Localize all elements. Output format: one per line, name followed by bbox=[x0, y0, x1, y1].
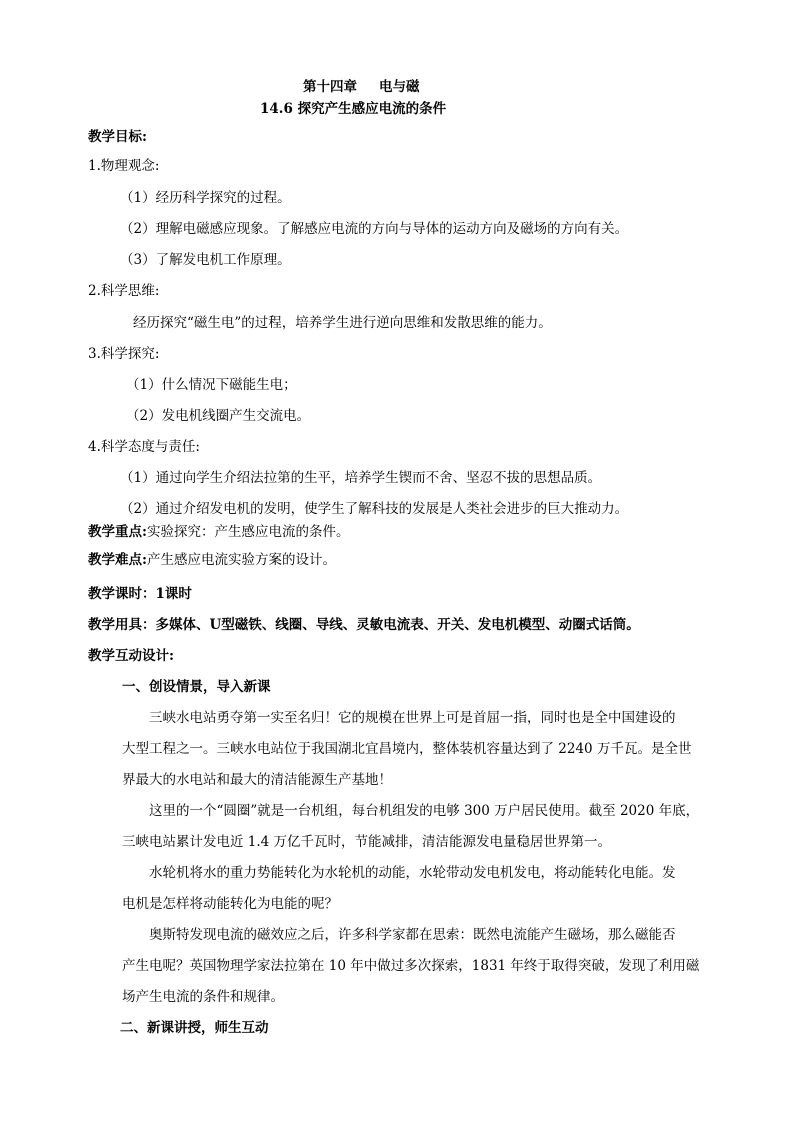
goal-2-title: 2.科学思维: bbox=[88, 283, 160, 299]
key-point bbox=[88, 522, 349, 542]
goal-2-item: 经历探究“磁生电”的过程，培养学生进行逆向思维和发散思维的能力。 bbox=[133, 315, 552, 331]
goal-3-title: 3.科学探究: bbox=[88, 346, 160, 362]
chapter-title bbox=[303, 77, 420, 97]
goal-4-title: 4.科学态度与责任: bbox=[88, 439, 200, 455]
paragraph-line: 界最大的水电站和最大的清洁能源生产基地！ bbox=[122, 772, 392, 788]
chapter-topic: 电与磁 bbox=[379, 79, 420, 95]
goal-4-item: （1）通过向学生介绍法拉第的生平，培养学生锲而不舍、坚忍不拔的思想品质。 bbox=[120, 470, 602, 486]
goal-1-item: （2）理解电磁感应现象。了解感应电流的方向与导体的运动方向及磁场的方向有关。 bbox=[120, 221, 629, 237]
paragraph-line: 三峡水电站勇夺第一实至名归！它的规模在世界上可是首屈一指，同时也是全中国建设的 bbox=[149, 710, 676, 726]
teaching-tools: 教学用具：多媒体、U型磁铁、线圈、导线、灵敏电流表、开关、发电机模型、动圈式话筒。 bbox=[88, 617, 640, 633]
difficult-point bbox=[88, 550, 336, 570]
design-heading: 教学互动设计: bbox=[88, 648, 174, 664]
chapter-number: 第十四章 bbox=[303, 79, 357, 95]
goal-3-item: （1）什么情况下磁能生电； bbox=[126, 377, 297, 393]
goal-3-item: （2）发电机线圈产生交流电。 bbox=[126, 408, 311, 424]
paragraph-line: 电机是怎样将动能转化为电能的呢？ bbox=[122, 896, 338, 912]
key-point-text: 实验探究：产生感应电流的条件。 bbox=[146, 524, 350, 540]
lesson-hours: 教学课时：1课时 bbox=[88, 586, 192, 602]
paragraph-line: 奥斯特发现电流的磁效应之后，许多科学家都在思索：既然电流能产生磁场，那么磁能否 bbox=[149, 927, 676, 943]
part-1-heading: 一、创设情景，导入新课 bbox=[122, 679, 271, 695]
paragraph-line: 水轮机将水的重力势能转化为水轮机的动能，水轮带动发电机发电，将动能转化电能。发 bbox=[149, 865, 676, 881]
goals-heading: 教学目标: bbox=[88, 129, 147, 145]
goal-1-title: 1.物理观念: bbox=[88, 158, 160, 174]
paragraph-line: 场产生电流的条件和规律。 bbox=[122, 989, 284, 1005]
key-point-label: 教学重点: bbox=[88, 524, 147, 540]
goal-1-item: （1）经历科学探究的过程。 bbox=[120, 190, 291, 206]
difficult-point-label: 教学难点: bbox=[88, 552, 147, 568]
goal-4-item: （2）通过介绍发电机的发明，使学生了解科技的发展是人类社会进步的巨大推动力。 bbox=[120, 501, 629, 517]
paragraph-line: 这里的一个“圆圈”就是一台机组，每台机组发的电够 300 万户居民使用。截至 2020 年底， bbox=[149, 803, 700, 819]
goal-1-item: （3）了解发电机工作原理。 bbox=[120, 252, 291, 268]
paragraph-line: 三峡电站累计发电近 1.4 万亿千瓦时，节能减排，清洁能源发电量稳居世界第一。 bbox=[122, 834, 612, 850]
difficult-point-text: 产生感应电流实验方案的设计。 bbox=[146, 552, 336, 568]
paragraph-line: 大型工程之一。三峡水电站位于我国湖北宜昌境内，整体装机容量达到了 2240 万千瓦。是全世 bbox=[122, 741, 692, 757]
paragraph-line: 产生电呢？英国物理学家法拉第在 10 年中做过多次探索，1831 年终于取得突破，发现了利用磁 bbox=[122, 958, 700, 974]
section-title: 14.6 探究产生感应电流的条件 bbox=[260, 101, 447, 117]
part-2-heading: 二、新课讲授，师生互动 bbox=[120, 1020, 269, 1036]
